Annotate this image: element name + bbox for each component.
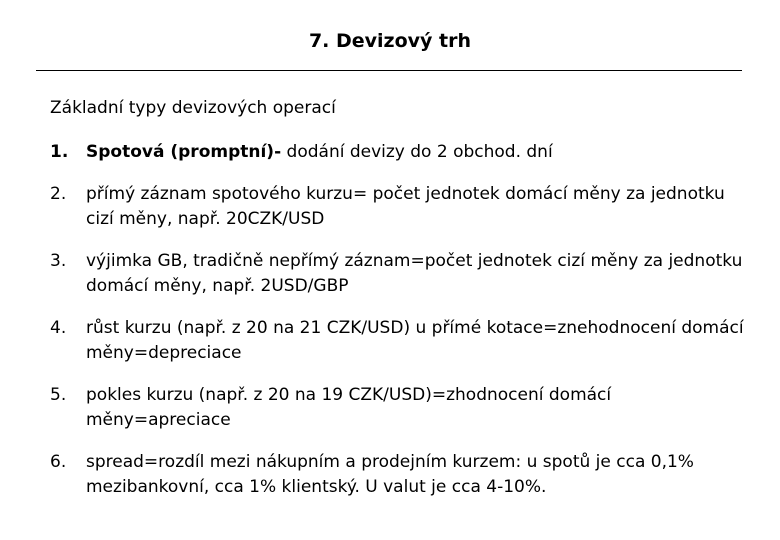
- list-item-text: výjimka GB, tradičně nepřímý záznam=počet jednotek cizí měny za jednotku domácí měny, např. 2USD/GBP: [86, 251, 743, 296]
- list-item-text: přímý záznam spotového kurzu= počet jednotek domácí měny za jednotku cizí měny, např. 20CZK/USD: [86, 184, 725, 229]
- subtitle: Základní typy devizových operací: [50, 98, 336, 118]
- list-item-number: 2.: [50, 184, 67, 204]
- list-item-text: [86, 140, 750, 165]
- list-item-number: 6.: [50, 452, 67, 472]
- list-item-2: [50, 182, 750, 232]
- list-item-number: 5.: [50, 385, 67, 405]
- list-item-number: 1.: [50, 142, 69, 162]
- list-item-text: růst kurzu (např. z 20 na 21 CZK/USD) u přímé kotace=znehodnocení domácí měny=depreciace: [86, 318, 744, 363]
- list-item-text: pokles kurzu (např. z 20 na 19 CZK/USD)=zhodnocení domácí měny=apreciace: [86, 385, 612, 430]
- operations-list: [50, 140, 750, 517]
- list-item-number: 4.: [50, 318, 67, 338]
- list-item-number: 3.: [50, 251, 67, 271]
- list-item-3: [50, 249, 750, 299]
- list-item-4: [50, 316, 750, 366]
- list-item-text: spread=rozdíl mezi nákupním a prodejním kurzem: u spotů je cca 0,1% mezibankovní, cca 1% klientský. U valut je cca 4-10%.: [86, 452, 694, 497]
- list-item-5: [50, 383, 750, 433]
- list-item-plain-text: dodání devizy do 2 obchod. dní: [281, 142, 553, 162]
- list-item-bold-text: Spotová (promptní)-: [86, 142, 282, 162]
- list-item-6: [50, 450, 750, 500]
- title-divider: [36, 70, 742, 71]
- list-item-1: [50, 140, 750, 165]
- slide-title: 7. Devizový trh: [308, 30, 472, 52]
